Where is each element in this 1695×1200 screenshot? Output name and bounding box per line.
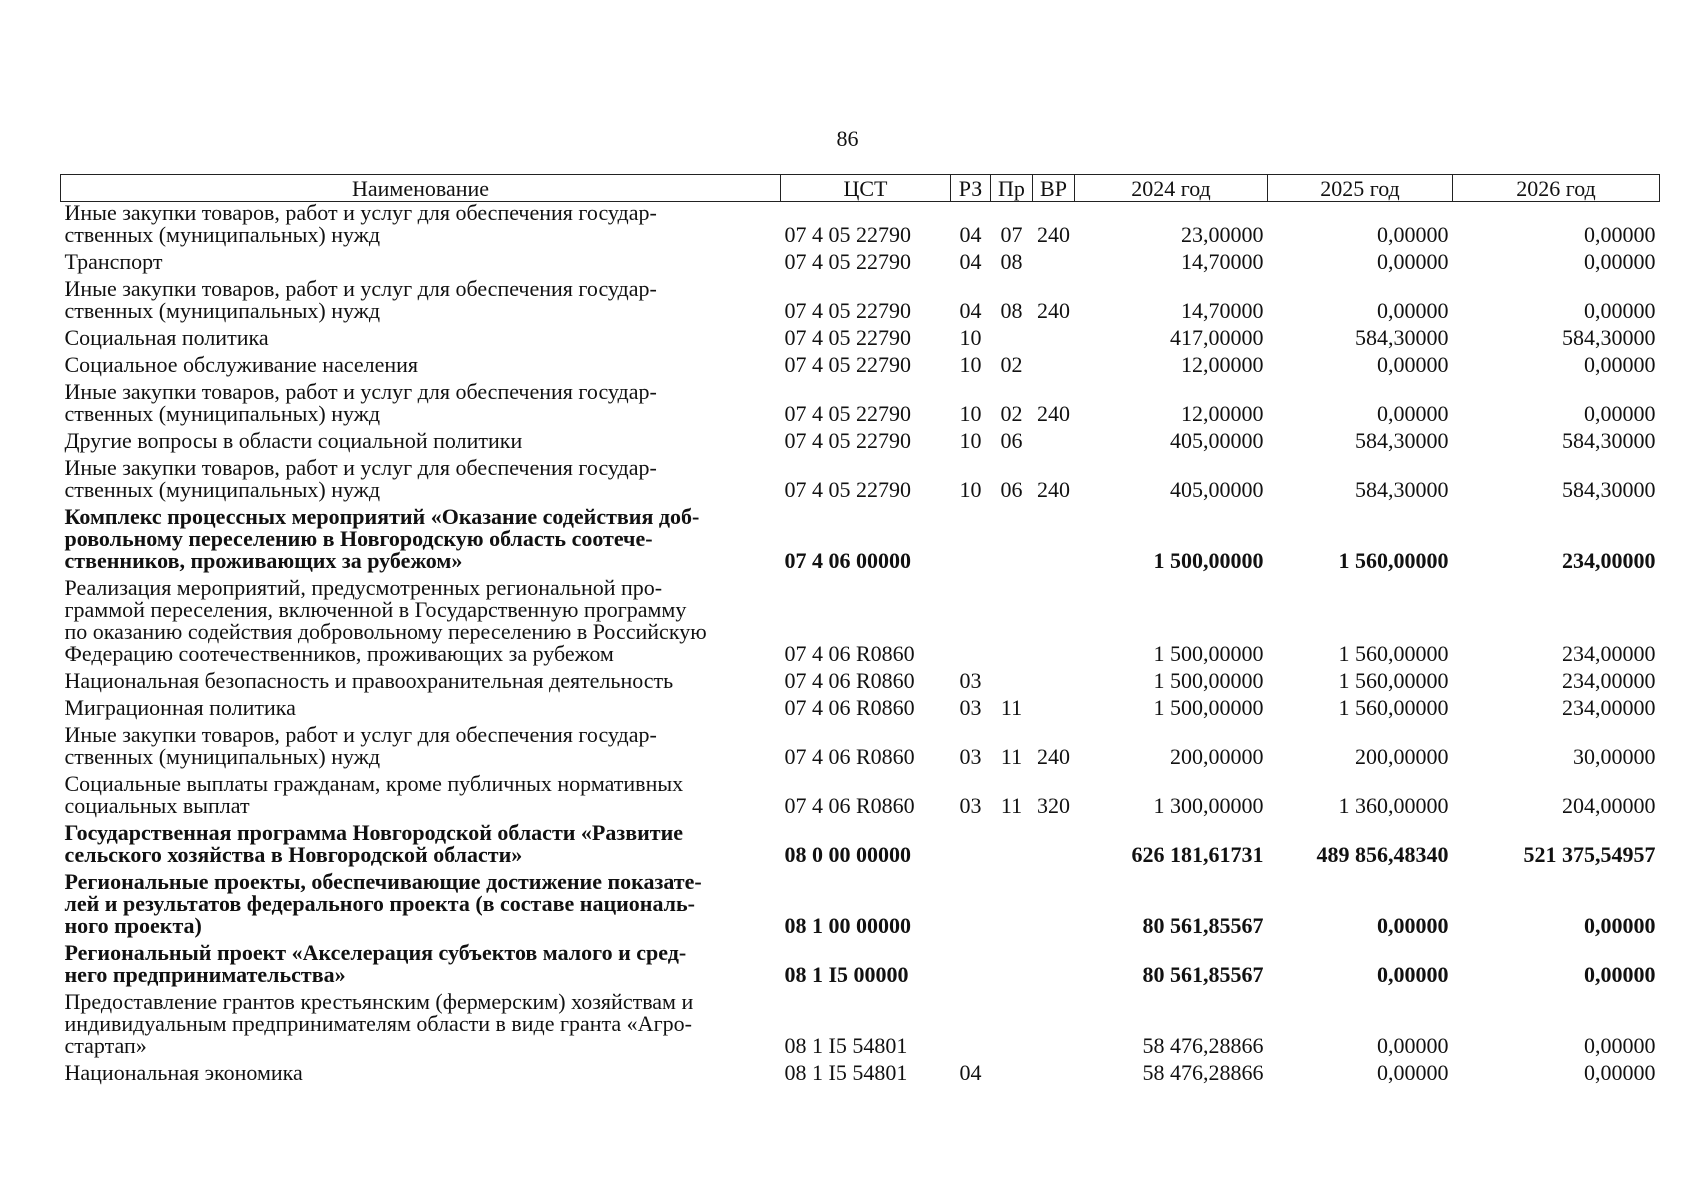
cell-name: Национальная экономика (64, 1060, 303, 1085)
cell-rz (951, 868, 991, 939)
cell-cst: 08 1 00 00000 (784, 913, 911, 938)
cell-rz: 03 (959, 744, 982, 769)
cell-rz: 03 (959, 793, 982, 818)
cell-2024: 1 300,00000 (1153, 793, 1264, 818)
cell-2025: 0,00000 (1377, 1033, 1449, 1058)
cell-2026: 234,00000 (1562, 548, 1656, 573)
cell-vr (1033, 351, 1075, 378)
cell-vr: 240 (1037, 401, 1070, 426)
cell-vr (1033, 694, 1075, 721)
cell-cst: 07 4 05 22790 (784, 249, 911, 274)
cell-2025: 0,00000 (1377, 249, 1449, 274)
cell-2026: 0,00000 (1584, 962, 1656, 987)
cell-2024: 14,70000 (1181, 249, 1264, 274)
cell-name: Социальное обслуживание населения (64, 352, 419, 377)
cell-vr: 240 (1037, 477, 1070, 502)
cell-2026: 30,00000 (1573, 744, 1656, 769)
cell-cst: 07 4 06 R0860 (784, 793, 915, 818)
cell-2025: 0,00000 (1377, 298, 1449, 323)
cell-vr (1033, 574, 1075, 667)
cell-name: Иные закупки товаров, работ и услуг для обеспечения государ- ственных (муниципальных) нужд (64, 200, 657, 247)
cell-vr (1033, 503, 1075, 574)
cell-2026: 0,00000 (1584, 401, 1656, 426)
cell-rz: 10 (959, 477, 982, 502)
budget-table (60, 174, 1660, 1086)
table-row (61, 351, 1660, 378)
table-row (61, 454, 1660, 503)
cell-2026: 584,30000 (1562, 325, 1656, 350)
cell-rz: 03 (959, 695, 982, 720)
cell-pr (991, 819, 1033, 868)
cell-2026: 0,00000 (1584, 352, 1656, 377)
cell-2025: 0,00000 (1377, 913, 1449, 938)
table-row (61, 667, 1660, 694)
cell-name: Миграционная политика (64, 695, 296, 720)
cell-pr: 11 (1000, 744, 1023, 769)
cell-cst: 07 4 05 22790 (784, 352, 911, 377)
table-header-row (61, 175, 1660, 202)
cell-name: Социальная политика (64, 325, 269, 350)
cell-pr: 08 (1000, 249, 1023, 274)
cell-vr (1033, 427, 1075, 454)
cell-2024: 23,00000 (1181, 222, 1264, 247)
cell-rz: 10 (959, 401, 982, 426)
cell-name: Реализация мероприятий, предусмотренных региональной про- граммой переселения, включенной в Государственную программу по оказанию содействия добровольному переселению в Российскую Федерацию соотечественников, проживающих за рубежом (64, 575, 707, 666)
cell-vr (1033, 988, 1075, 1059)
cell-pr: 02 (1000, 401, 1023, 426)
cell-cst: 08 1 I5 00000 (784, 962, 909, 987)
table-row (61, 503, 1660, 574)
cell-pr (991, 574, 1033, 667)
cell-name: Государственная программа Новгородской области «Развитие сельского хозяйства в Новгородской области» (64, 820, 684, 867)
table-row (61, 770, 1660, 819)
cell-vr: 240 (1037, 298, 1070, 323)
cell-2024: 405,00000 (1170, 477, 1264, 502)
cell-2026: 234,00000 (1562, 641, 1656, 666)
cell-cst: 07 4 06 R0860 (784, 695, 915, 720)
table-row (61, 819, 1660, 868)
table-row (61, 248, 1660, 275)
cell-cst: 07 4 05 22790 (784, 298, 911, 323)
cell-cst: 07 4 06 R0860 (784, 744, 915, 769)
cell-2025: 1 560,00000 (1338, 668, 1449, 693)
cell-rz: 03 (959, 668, 982, 693)
table-row (61, 378, 1660, 427)
cell-pr: 08 (1000, 298, 1023, 323)
cell-2025: 1 560,00000 (1338, 641, 1449, 666)
cell-name: Транспорт (64, 249, 163, 274)
header-cst: ЦСТ (781, 175, 951, 202)
cell-2025: 0,00000 (1377, 1060, 1449, 1085)
cell-name: Иные закупки товаров, работ и услуг для обеспечения государ- ственных (муниципальных) нужд (64, 276, 657, 323)
table-row (61, 694, 1660, 721)
cell-2025: 1 560,00000 (1338, 695, 1449, 720)
cell-2025: 584,30000 (1355, 428, 1449, 453)
cell-name: Другие вопросы в области социальной политики (64, 428, 523, 453)
table-row (61, 427, 1660, 454)
header-2024: 2024 год (1075, 175, 1268, 202)
table-row (61, 939, 1660, 988)
cell-2024: 200,00000 (1170, 744, 1264, 769)
header-pr: Пр (991, 175, 1033, 202)
cell-pr (991, 988, 1033, 1059)
cell-vr (1033, 1059, 1075, 1086)
cell-2024: 1 500,00000 (1153, 548, 1264, 573)
cell-name: Региональные проекты, обеспечивающие достижение показате- лей и результатов федерального проекта (в составе националь- ного проекта) (64, 869, 702, 938)
cell-cst: 07 4 06 00000 (784, 548, 911, 573)
cell-name: Иные закупки товаров, работ и услуг для обеспечения государ- ственных (муниципальных) нужд (64, 379, 657, 426)
cell-2024: 1 500,00000 (1153, 695, 1264, 720)
cell-2026: 0,00000 (1584, 913, 1656, 938)
cell-rz: 04 (959, 249, 982, 274)
cell-2025: 0,00000 (1377, 222, 1449, 247)
cell-2024: 626 181,61731 (1131, 842, 1264, 867)
cell-2026: 584,30000 (1562, 428, 1656, 453)
cell-rz: 10 (959, 428, 982, 453)
cell-pr: 06 (1000, 477, 1023, 502)
cell-2025: 200,00000 (1355, 744, 1449, 769)
cell-rz (951, 574, 991, 667)
cell-2026: 584,30000 (1562, 477, 1656, 502)
cell-cst: 07 4 06 R0860 (784, 641, 915, 666)
table-row (61, 1059, 1660, 1086)
cell-pr: 11 (1000, 695, 1023, 720)
cell-2024: 58 476,28866 (1142, 1033, 1264, 1058)
cell-2026: 0,00000 (1584, 298, 1656, 323)
page-number: 86 (836, 126, 859, 151)
header-rz: РЗ (951, 175, 991, 202)
cell-2025: 0,00000 (1377, 401, 1449, 426)
cell-2026: 0,00000 (1584, 249, 1656, 274)
cell-2026: 0,00000 (1584, 1060, 1656, 1085)
table-row (61, 324, 1660, 351)
cell-cst: 07 4 05 22790 (784, 401, 911, 426)
cell-2024: 14,70000 (1181, 298, 1264, 323)
cell-rz (951, 503, 991, 574)
cell-vr: 240 (1037, 222, 1070, 247)
cell-rz (951, 939, 991, 988)
cell-rz (951, 988, 991, 1059)
table-body (61, 202, 1660, 1087)
cell-rz: 10 (959, 325, 982, 350)
cell-name: Иные закупки товаров, работ и услуг для обеспечения государ- ственных (муниципальных) нужд (64, 455, 657, 502)
cell-2025: 0,00000 (1377, 352, 1449, 377)
cell-cst: 07 4 05 22790 (784, 428, 911, 453)
cell-2026: 0,00000 (1584, 1033, 1656, 1058)
cell-name: Комплекс процессных мероприятий «Оказание содействия доб- ровольному переселению в Новгородскую область соотече- ственников, проживающих за рубежом» (64, 504, 700, 573)
cell-2026: 204,00000 (1562, 793, 1656, 818)
table-row (61, 202, 1660, 249)
cell-vr (1033, 868, 1075, 939)
cell-vr (1033, 248, 1075, 275)
cell-cst: 07 4 05 22790 (784, 325, 911, 350)
table-row (61, 868, 1660, 939)
cell-2025: 584,30000 (1355, 477, 1449, 502)
cell-2024: 80 561,85567 (1142, 962, 1264, 987)
cell-pr (991, 324, 1033, 351)
cell-2024: 80 561,85567 (1142, 913, 1264, 938)
cell-2024: 12,00000 (1181, 352, 1264, 377)
cell-cst: 07 4 06 R0860 (784, 668, 915, 693)
cell-pr: 02 (1000, 352, 1023, 377)
cell-2025: 489 856,48340 (1316, 842, 1449, 867)
cell-2025: 1 560,00000 (1338, 548, 1449, 573)
cell-2025: 1 360,00000 (1338, 793, 1449, 818)
header-2026: 2026 год (1453, 175, 1660, 202)
table-row (61, 988, 1660, 1059)
cell-2026: 234,00000 (1562, 695, 1656, 720)
cell-pr (991, 503, 1033, 574)
header-vr: ВР (1033, 175, 1075, 202)
cell-vr (1033, 819, 1075, 868)
header-2025: 2025 год (1268, 175, 1453, 202)
cell-rz: 04 (959, 222, 982, 247)
header-name: Наименование (61, 175, 781, 202)
cell-rz: 04 (959, 1060, 982, 1085)
cell-vr (1033, 667, 1075, 694)
cell-2025: 584,30000 (1355, 325, 1449, 350)
cell-cst: 08 1 I5 54801 (784, 1060, 908, 1085)
cell-pr: 06 (1000, 428, 1023, 453)
cell-name: Иные закупки товаров, работ и услуг для обеспечения государ- ственных (муниципальных) нужд (64, 722, 657, 769)
cell-name: Социальные выплаты гражданам, кроме публичных нормативных социальных выплат (64, 771, 684, 818)
cell-2024: 417,00000 (1170, 325, 1264, 350)
cell-name: Предоставление грантов крестьянским (фермерским) хозяйствам и индивидуальным предпринимателям области в виде гранта «Агро- стартап» (64, 989, 694, 1058)
cell-rz: 10 (959, 352, 982, 377)
cell-2026: 234,00000 (1562, 668, 1656, 693)
cell-2024: 405,00000 (1170, 428, 1264, 453)
cell-2024: 12,00000 (1181, 401, 1264, 426)
cell-2025: 0,00000 (1377, 962, 1449, 987)
cell-cst: 08 1 I5 54801 (784, 1033, 908, 1058)
cell-name: Региональный проект «Акселерация субъектов малого и сред- него предпринимательства» (64, 940, 687, 987)
cell-vr: 240 (1037, 744, 1070, 769)
cell-vr (1033, 324, 1075, 351)
cell-pr (991, 939, 1033, 988)
cell-2024: 1 500,00000 (1153, 641, 1264, 666)
cell-rz (951, 819, 991, 868)
cell-cst: 08 0 00 00000 (784, 842, 911, 867)
table-row (61, 275, 1660, 324)
cell-2026: 521 375,54957 (1523, 842, 1656, 867)
cell-pr (991, 1059, 1033, 1086)
table-row (61, 721, 1660, 770)
cell-2024: 1 500,00000 (1153, 668, 1264, 693)
cell-vr (1033, 939, 1075, 988)
cell-cst: 07 4 05 22790 (784, 477, 911, 502)
cell-2024: 58 476,28866 (1142, 1060, 1264, 1085)
cell-vr: 320 (1037, 793, 1070, 818)
cell-pr (991, 667, 1033, 694)
table-row (61, 574, 1660, 667)
cell-name: Национальная безопасность и правоохранительная деятельность (64, 668, 674, 693)
cell-pr: 07 (1000, 222, 1023, 247)
cell-pr: 11 (1000, 793, 1023, 818)
cell-pr (991, 868, 1033, 939)
cell-cst: 07 4 05 22790 (784, 222, 911, 247)
cell-2026: 0,00000 (1584, 222, 1656, 247)
cell-rz: 04 (959, 298, 982, 323)
